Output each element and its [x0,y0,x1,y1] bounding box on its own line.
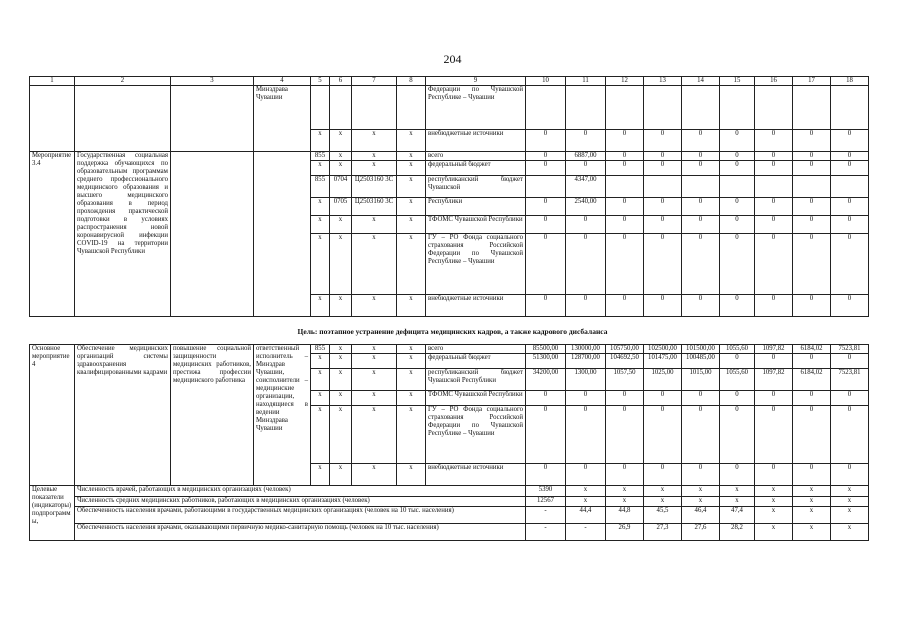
value-cell: 0 [793,198,831,216]
value-cell: x [330,369,352,391]
indicator-value: 5390 [526,486,566,497]
expected-result: повышение социальной защищенности медицинских работников, престижа профессии медицинского работника [171,345,254,486]
value-cell: 0 [831,406,869,464]
value-cell [526,86,566,130]
value-cell: x [397,176,426,198]
funding-source: Республики [426,198,526,216]
value-cell: 0 [793,234,831,295]
value-cell [831,86,869,130]
value-cell: x [311,198,330,216]
funding-source: ГУ – РО Фонда социального страхования Российской Федерации по Чувашской Республике – Чувашии [426,406,526,464]
indicator-value: x [566,497,606,507]
value-cell [831,176,869,198]
value-cell: 0 [526,391,566,406]
value-cell: x [397,391,426,406]
value-cell: 6184,02 [793,345,831,354]
value-cell: 0 [793,216,831,234]
value-cell: x [311,391,330,406]
value-cell: 1097,82 [755,345,793,354]
value-cell: 0 [644,198,682,216]
indicator-value: x [606,486,644,497]
value-cell: 0 [606,161,644,176]
funding-source: ТФОМС Чувашской Республики [426,216,526,234]
value-cell: x [330,354,352,369]
value-cell: 0 [793,354,831,369]
goal-heading: Цель: поэтапное устранение дефицита медицинских кадров, а также кадрового дисбаланса [297,327,608,336]
value-cell: 1057,50 [606,369,644,391]
value-cell: 85500,00 [526,345,566,354]
value-cell: 102500,00 [644,345,682,354]
funding-source: республиканский бюджет Чувашской Республики [426,369,526,391]
value-cell [566,86,606,130]
indicator-value: x [644,486,682,497]
indicator-name: Обеспеченность населения врачами, оказывающими первичную медико-санитарную помощь (человек на 10 тыс. населения) [75,524,526,541]
indicator-row [30,497,869,507]
indicator-value: x [755,486,793,497]
value-cell: 128700,00 [566,354,606,369]
funding-source: внебюджетные источники [426,130,526,152]
value-cell: x [311,295,330,317]
value-cell: 0705 [330,198,352,216]
value-cell: 0 [720,295,755,317]
value-cell: 7523,81 [831,345,869,354]
funding-source: всего [426,152,526,161]
indicator-value: 28,2 [720,524,755,541]
indicator-value: x [720,497,755,507]
value-cell: Ц2503160 3С [352,198,397,216]
funding-source: внебюджетные источники [426,464,526,486]
funding-source: внебюджетные источники [426,295,526,317]
value-cell: 100485,00 [682,354,720,369]
value-cell: 1097,82 [755,369,793,391]
value-cell: 0 [831,152,869,161]
value-cell: 0 [755,391,793,406]
value-cell: 0 [831,234,869,295]
value-cell: 0 [526,234,566,295]
indicator-value: x [793,486,831,497]
header-cell: 11 [566,77,606,86]
value-cell: 0 [606,216,644,234]
value-cell: 1300,00 [566,369,606,391]
value-cell: 0 [682,130,720,152]
value-cell: x [397,354,426,369]
value-cell: 6184,02 [793,369,831,391]
value-cell: 0 [831,130,869,152]
value-cell: 0 [566,295,606,317]
value-cell: 0 [526,406,566,464]
value-cell: x [311,216,330,234]
value-cell: 0 [720,198,755,216]
header-cell: 16 [755,77,793,86]
value-cell: 0 [566,234,606,295]
value-cell: 0 [755,161,793,176]
header-cell: 15 [720,77,755,86]
funding-source: федеральный бюджет [426,161,526,176]
indicator-value: x [644,497,682,507]
value-cell: 0 [755,464,793,486]
value-cell: 0 [793,391,831,406]
value-cell: 0 [682,391,720,406]
indicator-value: x [793,497,831,507]
measure-name: Государственная социальная поддержка обучающихся по образовательным программам среднего профессионального медицинского образования и высшего медицинского образования в период прохождения практической подготовки в условиях распространения новой коронавирусной инфекции COVID-19 на территории Чувашской Республики [75,152,171,317]
table-row [30,345,869,354]
value-cell: x [330,406,352,464]
value-cell: 0 [755,198,793,216]
value-cell: 1015,00 [682,369,720,391]
cell-empty [171,86,254,152]
funding-source: ГУ – РО Фонда социального страхования Российской Федерации по Чувашской Республике – Чувашии [426,234,526,295]
indicator-value: 27,3 [644,524,682,541]
cell-empty [75,86,171,152]
indicator-value: x [793,507,831,524]
value-cell: 7523,81 [831,369,869,391]
value-cell: 0 [755,130,793,152]
value-cell [606,86,644,130]
value-cell: 0 [606,198,644,216]
value-cell [793,176,831,198]
value-cell: 855 [311,152,330,161]
funding-source: республиканский бюджет Чувашской [426,176,526,198]
value-cell: 0 [720,161,755,176]
value-cell: 0 [720,354,755,369]
value-cell: x [352,464,397,486]
indicator-value: - [526,507,566,524]
value-cell: 0 [644,406,682,464]
value-cell: 0 [793,464,831,486]
value-cell: 0 [755,295,793,317]
value-cell: 0 [793,161,831,176]
funding-source: Федерации по Чувашской Республике – Чувашии [426,86,526,130]
budget-table-part1 [29,76,869,317]
indicator-value: x [755,507,793,524]
indicator-row [30,507,869,524]
value-cell: 1055,60 [720,369,755,391]
indicator-row [30,524,869,541]
value-cell: 0 [682,295,720,317]
value-cell: 855 [311,176,330,198]
value-cell: 0 [831,391,869,406]
value-cell: 0 [606,464,644,486]
header-cell: 13 [644,77,682,86]
indicator-value: 45,5 [644,507,682,524]
indicator-value: x [566,486,606,497]
cell-empty [254,152,311,317]
value-cell: x [330,234,352,295]
value-cell: 0 [682,198,720,216]
value-cell: x [397,152,426,161]
value-cell: 34200,00 [526,369,566,391]
value-cell [644,86,682,130]
indicators-label: Целевые показатели (индикаторы) подпрограммы, [30,486,75,541]
header-cell: 3 [171,77,254,86]
value-cell: 0 [682,216,720,234]
value-cell: 0 [720,130,755,152]
value-cell: 0 [793,130,831,152]
value-cell: 0 [566,391,606,406]
value-cell: 0 [566,161,606,176]
header-cell: 12 [606,77,644,86]
value-cell: 0 [606,130,644,152]
value-cell: 0 [606,152,644,161]
value-cell [793,86,831,130]
value-cell: x [352,130,397,152]
indicator-value: x [606,497,644,507]
value-cell: 0 [644,464,682,486]
measure-name: Обеспечение медицинских организаций системы здравоохранения квалифицированными кадрами [75,345,171,486]
table-row [30,86,869,130]
value-cell: 0 [755,234,793,295]
value-cell: 0 [755,216,793,234]
value-cell: 0 [831,464,869,486]
header-cell: 9 [426,77,526,86]
indicator-value: x [831,497,869,507]
value-cell: x [352,369,397,391]
value-cell [352,86,397,130]
value-cell: 0 [831,216,869,234]
value-cell: 0 [682,406,720,464]
value-cell: x [397,161,426,176]
value-cell: x [397,406,426,464]
value-cell: x [397,345,426,354]
measure-label: Основное мероприятие 4 [30,345,75,486]
value-cell [755,86,793,130]
header-cell: 17 [793,77,831,86]
funding-source: федеральный бюджет [426,354,526,369]
indicator-name: Численность врачей, работающих в медицинских организациях (человек) [75,486,526,497]
value-cell: 0 [606,391,644,406]
value-cell: 0 [644,130,682,152]
value-cell: x [311,161,330,176]
value-cell: x [397,216,426,234]
value-cell: 0 [831,198,869,216]
value-cell: 0 [720,406,755,464]
indicator-value: 12567 [526,497,566,507]
value-cell [397,86,426,130]
indicator-value: 27,6 [682,524,720,541]
funding-source: ТФОМС Чувашской Республики [426,391,526,406]
indicator-value: 47,4 [720,507,755,524]
value-cell: 0 [755,406,793,464]
value-cell: x [311,464,330,486]
value-cell: x [352,161,397,176]
value-cell: Ц2503160 3С [352,176,397,198]
indicator-value: x [755,524,793,541]
value-cell: x [330,345,352,354]
header-cell: 6 [330,77,352,86]
value-cell: x [397,234,426,295]
value-cell: 101500,00 [682,345,720,354]
responsible-executor: Минздрава Чувашии [254,86,311,152]
value-cell: 0 [526,464,566,486]
value-cell: x [311,130,330,152]
indicator-value: - [566,524,606,541]
indicator-value: - [526,524,566,541]
indicator-value: x [831,507,869,524]
header-cell: 10 [526,77,566,86]
value-cell: x [352,295,397,317]
page-number: 204 [443,52,462,66]
value-cell [720,86,755,130]
value-cell: 0 [644,216,682,234]
cell-empty [171,152,254,317]
value-cell: x [311,369,330,391]
value-cell: 0 [644,161,682,176]
value-cell: 0 [682,234,720,295]
indicator-value: x [755,497,793,507]
value-cell: 0 [720,391,755,406]
value-cell: 0 [526,152,566,161]
value-cell: 0 [793,406,831,464]
value-cell [311,86,330,130]
indicator-row [30,486,869,497]
table-row [30,152,869,161]
header-cell: 4 [254,77,311,86]
header-cell: 14 [682,77,720,86]
value-cell: x [352,391,397,406]
value-cell: x [352,234,397,295]
value-cell: 4347,00 [566,176,606,198]
value-cell: 0 [644,295,682,317]
value-cell: 0 [755,152,793,161]
value-cell: x [330,161,352,176]
value-cell [526,176,566,198]
indicator-value: x [682,486,720,497]
responsible-executor: ответственный исполнитель – Минздрав Чувашии, соисполнители – медицинские организации, находящиеся в ведении Минздрава Чувашии [254,345,311,486]
indicator-name: Обеспеченность населения врачами, работающими в государственных медицинских организациях (человек на 10 тыс. населения) [75,507,526,524]
value-cell: 0 [831,161,869,176]
value-cell: x [397,295,426,317]
header-cell: 8 [397,77,426,86]
value-cell: 105750,00 [606,345,644,354]
value-cell: 0 [793,152,831,161]
value-cell: 0 [566,406,606,464]
value-cell: 0 [682,152,720,161]
value-cell [682,176,720,198]
value-cell: 0704 [330,176,352,198]
value-cell: 101475,00 [644,354,682,369]
value-cell: 1025,00 [644,369,682,391]
value-cell: 0 [526,161,566,176]
value-cell: x [352,354,397,369]
value-cell: 0 [606,295,644,317]
value-cell [644,176,682,198]
value-cell: 6887,00 [566,152,606,161]
value-cell: 0 [682,464,720,486]
indicator-value: x [831,486,869,497]
value-cell: x [311,234,330,295]
value-cell: x [311,406,330,464]
value-cell: 0 [526,295,566,317]
value-cell: 0 [566,130,606,152]
indicator-value: 26,9 [606,524,644,541]
value-cell: x [397,369,426,391]
header-cell: 7 [352,77,397,86]
value-cell: x [397,198,426,216]
value-cell: 0 [720,464,755,486]
cell-empty [30,86,75,152]
value-cell: 0 [755,354,793,369]
value-cell: 0 [793,295,831,317]
value-cell: x [352,406,397,464]
value-cell: x [352,152,397,161]
indicator-value: 44,8 [606,507,644,524]
value-cell: 0 [526,130,566,152]
indicator-value: x [831,524,869,541]
value-cell: 0 [526,216,566,234]
value-cell: 2540,00 [566,198,606,216]
value-cell: 0 [606,406,644,464]
header-cell: 2 [75,77,171,86]
value-cell: 104692,50 [606,354,644,369]
value-cell: 0 [526,198,566,216]
value-cell: x [330,464,352,486]
measure-label: Мероприятие 3.4 [30,152,75,317]
value-cell: 0 [566,464,606,486]
indicator-value: x [720,486,755,497]
value-cell: 0 [644,234,682,295]
value-cell: 51300,00 [526,354,566,369]
value-cell: 0 [644,152,682,161]
header-row [30,77,869,86]
value-cell: 0 [720,234,755,295]
value-cell [720,176,755,198]
value-cell: 130000,00 [566,345,606,354]
funding-source: всего [426,345,526,354]
value-cell: x [330,152,352,161]
value-cell: x [397,130,426,152]
value-cell: x [330,130,352,152]
indicator-value: 46,4 [682,507,720,524]
header-cell: 1 [30,77,75,86]
value-cell: 0 [566,216,606,234]
value-cell: x [397,464,426,486]
value-cell: 855 [311,345,330,354]
value-cell: x [352,345,397,354]
value-cell [606,176,644,198]
value-cell: x [330,216,352,234]
indicator-name: Численность средних медицинских работников, работающих в медицинских организациях (человек) [75,497,526,507]
indicator-value: x [682,497,720,507]
value-cell: 0 [720,216,755,234]
value-cell: 0 [682,161,720,176]
indicator-value: x [793,524,831,541]
value-cell: 0 [606,234,644,295]
value-cell: x [330,295,352,317]
value-cell: x [330,391,352,406]
budget-table-part2 [29,344,869,541]
indicator-value: 44,4 [566,507,606,524]
value-cell [330,86,352,130]
value-cell: x [352,216,397,234]
value-cell: 0 [831,295,869,317]
value-cell: 0 [720,152,755,161]
value-cell: 0 [831,354,869,369]
value-cell [682,86,720,130]
value-cell [755,176,793,198]
header-cell: 18 [831,77,869,86]
header-cell: 5 [311,77,330,86]
value-cell: 1055,60 [720,345,755,354]
value-cell: x [311,354,330,369]
value-cell: 0 [644,391,682,406]
